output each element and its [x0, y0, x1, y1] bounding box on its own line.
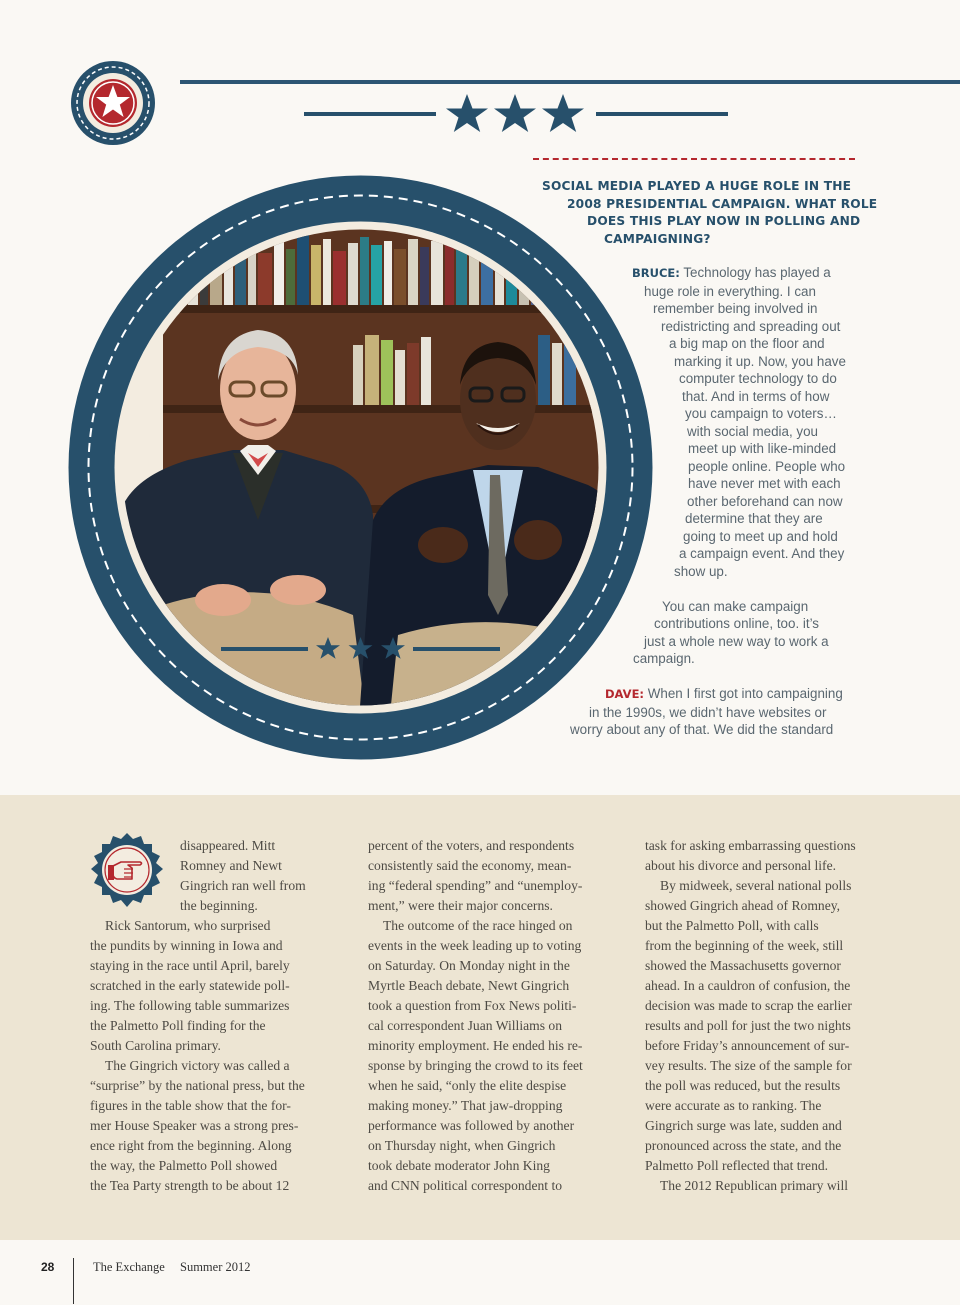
three-stars-icon [300, 90, 730, 140]
column-line: ing. The following table summarizes [90, 998, 290, 1013]
portrait-photo-icon [68, 175, 653, 760]
column-line: ahead. In a cauldron of confusion, the [645, 978, 851, 993]
question-line: DOES THIS PLAY NOW IN POLLING AND [587, 214, 861, 228]
column-line: pronounced across the state, and the [645, 1138, 842, 1153]
column-line: Myrtle Beach debate, Newt Gingrich [368, 978, 570, 993]
column-line: South Carolina primary. [90, 1038, 221, 1053]
column-line: from the beginning of the week, still [645, 938, 844, 953]
answer-line: you campaign to voters… [685, 406, 837, 421]
answer-line: a campaign event. And they [679, 546, 845, 561]
page-number: 28 [41, 1260, 55, 1274]
column-line: “surprise” by the national press, but the [90, 1078, 305, 1093]
answer-line: meet up with like-minded [688, 441, 837, 456]
column-line: percent of the voters, and respondents [368, 838, 575, 853]
answer-line: You can make campaign [662, 598, 809, 614]
column-line: the way, the Palmetto Poll showed [90, 1158, 278, 1173]
column-line: making money.” That jaw-dropping [368, 1098, 563, 1113]
answer-line: going to meet up and hold [683, 528, 838, 544]
article-column-2 [368, 836, 583, 1196]
answer-line: determine that they are [685, 511, 823, 526]
question-line: SOCIAL MEDIA PLAYED A HUGE ROLE IN THE [542, 179, 852, 193]
column-line: figures in the table show that the for- [90, 1098, 291, 1113]
speaker-dave: DAVE: [605, 687, 645, 701]
column-line: Romney and Newt [180, 858, 282, 873]
column-line: when he said, “only the elite despise [368, 1078, 567, 1093]
column-line: mer House Speaker was a strong pres- [90, 1118, 299, 1133]
column-line: Rick Santorum, who surprised [105, 918, 271, 933]
answer-line: other beforehand can now [687, 493, 843, 509]
footer-divider [73, 1258, 74, 1304]
speaker-bruce: BRUCE: [632, 266, 680, 280]
column-line: but the Palmetto Poll, with calls [645, 918, 819, 933]
answer-line: BRUCE: Technology has played a [632, 265, 831, 280]
column-line: the poll was reduced, but the results [645, 1078, 841, 1093]
answer-line: marking it up. Now, you have [674, 353, 846, 369]
answer-line: that. And in terms of how [682, 388, 830, 404]
answer-line: a big map on the floor and [669, 336, 825, 351]
column-line: were accurate as to ranking. The [645, 1098, 822, 1113]
issue-date: Summer 2012 [180, 1260, 251, 1274]
column-line: disappeared. Mitt [180, 838, 276, 853]
column-line: vey results. The size of the sample for [645, 1058, 852, 1073]
star-badge-icon [70, 60, 156, 146]
column-line: the pundits by winning in Iowa and [90, 938, 283, 953]
article-column-1 [90, 836, 306, 1196]
column-line: took debate moderator John King [368, 1158, 550, 1173]
answer-line: just a whole new way to work a [644, 633, 829, 649]
column-line: The outcome of the race hinged on [383, 918, 573, 933]
column-line: and CNN political correspondent to [368, 1178, 563, 1193]
column-line: about his divorce and personal life. [645, 858, 837, 873]
column-line: cal correspondent Juan Williams on [368, 1018, 562, 1033]
column-line: Palmetto Poll reflected that trend. [645, 1158, 829, 1173]
column-line: scratched in the early statewide poll- [90, 978, 290, 993]
answer-line: redistricting and spreading out [661, 318, 841, 334]
column-line: consistently said the economy, mean- [368, 858, 572, 873]
answer-line: DAVE: When I first got into campaigning [605, 686, 843, 701]
answer-line: have never met with each [688, 476, 841, 491]
publication-name: The Exchange [93, 1260, 165, 1274]
column-line: minority employment. He ended his re- [368, 1038, 583, 1053]
answer-line: show up. [674, 563, 728, 579]
column-line: decision was made to scrap the earlier [645, 998, 852, 1013]
column-line: sponse by bringing the crowd to its feet [368, 1058, 583, 1073]
column-line: The Gingrich victory was called a [105, 1058, 290, 1073]
column-line: showed the Massachusetts governor [645, 958, 841, 973]
article-column-3 [645, 836, 856, 1196]
question-divider [533, 158, 855, 160]
column-line: the Palmetto Poll finding for the [90, 1018, 266, 1033]
column-line: ing “federal spending” and “unemploy- [368, 878, 583, 893]
column-line: results and poll for just the two nights [645, 1018, 851, 1033]
column-line: took a question from Fox News politi- [368, 998, 577, 1013]
answer-line: remember being involved in [653, 301, 818, 316]
column-line: showed Gingrich ahead of Romney, [645, 898, 841, 913]
column-line: events in the week leading up to voting [368, 938, 582, 953]
column-line: the Tea Party strength to be about 12 [90, 1178, 290, 1193]
column-line: on Saturday. On Monday night in the [368, 958, 570, 973]
answer-line: campaign. [633, 651, 695, 666]
column-line: Gingrich ran well from [180, 878, 306, 893]
answer-line: with social media, you [687, 423, 818, 439]
answer-line: computer technology to do [679, 371, 837, 386]
question-line: 2008 PRESIDENTIAL CAMPAIGN. WHAT ROLE [567, 196, 878, 211]
column-line: staying in the race until April, barely [90, 958, 290, 973]
column-line: The 2012 Republican primary will [660, 1178, 849, 1193]
column-line: before Friday’s announcement of sur- [645, 1038, 850, 1053]
column-line: Gingrich surge was late, sudden and [645, 1118, 842, 1133]
header-rule [180, 80, 960, 84]
column-line: task for asking embarrassing questions [645, 838, 856, 853]
column-line: By midweek, several national polls [660, 878, 852, 893]
column-line: ment,” were their major concerns. [368, 898, 553, 913]
answer-line: people online. People who [688, 458, 846, 474]
answer-line: huge role in everything. I can [644, 283, 816, 299]
column-line: ence right from the beginning. Along [90, 1138, 292, 1153]
column-line: performance was followed by another [368, 1118, 575, 1133]
answer-line: contributions online, too. it’s [654, 616, 820, 631]
question-line: CAMPAIGNING? [604, 231, 711, 246]
answer-line: in the 1990s, we didn’t have websites or [589, 704, 827, 720]
answer-line: worry about any of that. We did the standard [570, 722, 834, 737]
column-line: on Thursday night, when Gingrich [368, 1138, 556, 1153]
column-line: the beginning. [180, 898, 258, 913]
